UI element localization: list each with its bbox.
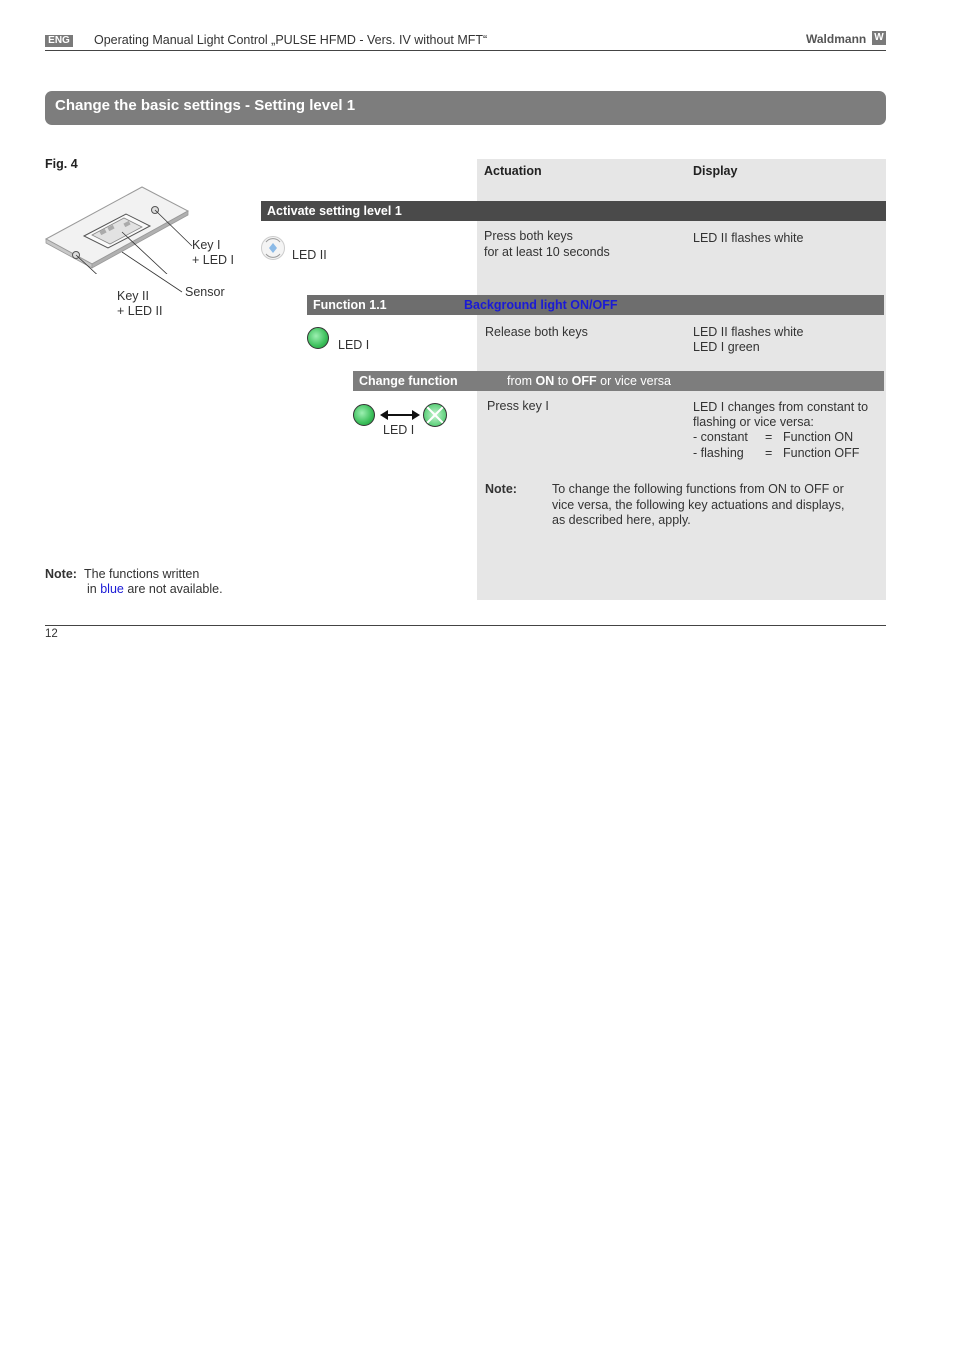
left-note-line1: The functions written (84, 567, 200, 581)
figure-label-key1-led: + LED I (192, 253, 235, 267)
document-title: Operating Manual Light Control „PULSE HFMD - Vers. IV without MFT“ (94, 33, 488, 47)
step1-display: LED II flashes white (693, 231, 804, 245)
step3-display-line2: flashing or vice versa: (693, 415, 814, 429)
step3-display-line1: LED I changes from constant to (693, 400, 869, 414)
off-text: OFF (571, 374, 597, 388)
column-header-actuation: Actuation (484, 164, 542, 178)
led-white-icon (261, 236, 285, 260)
figure-label-key1: Key I (192, 238, 221, 252)
step2-actuation: Release both keys (485, 325, 588, 339)
function-name-unavailable: Background light ON/OFF (464, 298, 618, 312)
step2-display-line1: LED II flashes white (693, 325, 804, 339)
step1-actuation-line2: for at least 10 seconds (484, 245, 610, 259)
led-green-icon (307, 327, 329, 349)
toggle-arrow-icon (380, 408, 420, 422)
figure-label: Fig. 4 (45, 157, 78, 171)
step2-display-line2: LED I green (693, 340, 760, 354)
to-text: to (557, 374, 569, 388)
panel-note-line1: To change the following functions from ON to OFF or (552, 482, 844, 496)
panel-note-line2: vice versa, the following key actuations and displays, (552, 498, 845, 512)
figure-label-key2-led: + LED II (117, 304, 163, 318)
vice-versa-text: or vice versa (600, 374, 671, 388)
change-function-label: Change function (359, 374, 458, 388)
function-number: Function 1.1 (313, 298, 387, 312)
step1-actuation-line1: Press both keys (484, 229, 573, 243)
left-note-label: Note: (45, 567, 77, 581)
step3-actuation: Press key I (487, 399, 549, 413)
function-off-text: Function OFF (783, 446, 860, 460)
left-note-line2 (87, 582, 223, 598)
led-constant-icon (353, 404, 375, 426)
from-text: from (507, 374, 532, 388)
language-badge: ENG (45, 35, 73, 47)
panel-note-line3: as described here, apply. (552, 513, 691, 527)
step-bar-activate-level: Activate setting level 1 (261, 201, 886, 221)
led-i-toggle-label: LED I (383, 423, 415, 437)
on-text: ON (535, 374, 555, 388)
page-number: 12 (45, 628, 58, 640)
header-divider (45, 50, 886, 51)
left-note-in: in (87, 582, 97, 596)
led-flashing-icon (423, 403, 447, 427)
brand-logo-icon: W (872, 31, 886, 45)
state-constant: - constant (693, 430, 748, 444)
change-function-detail (507, 371, 671, 391)
function-on-text: Function ON (783, 430, 854, 444)
led-i-label: LED I (338, 338, 370, 352)
equals-sign: = (765, 430, 773, 444)
left-note-blue-word: blue (100, 582, 124, 596)
column-header-display: Display (693, 164, 738, 178)
footer-divider (45, 625, 886, 626)
brand-name: Waldmann (806, 32, 867, 46)
section-title: Change the basic settings - Setting level 1 (45, 91, 886, 125)
left-note-rest: are not available. (127, 582, 223, 596)
panel-note-label: Note: (485, 482, 517, 496)
figure-label-sensor: Sensor (185, 285, 225, 299)
figure-label-key2: Key II (117, 289, 149, 303)
state-flashing: - flashing (693, 446, 744, 460)
equals-sign: = (765, 446, 773, 460)
led-ii-label: LED II (292, 248, 327, 262)
